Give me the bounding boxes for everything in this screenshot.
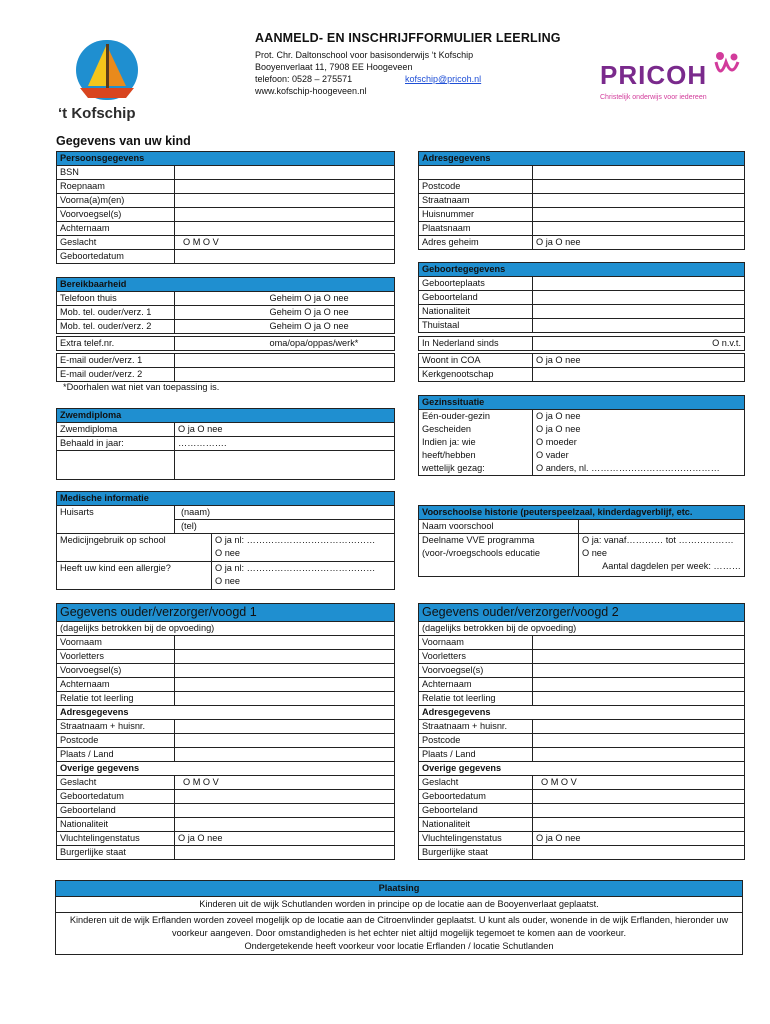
voorschool-header: Voorschoolse historie (peuterspeelzaal, kinderdagverblijf, etc.	[419, 506, 745, 520]
bereikbaarheid-table	[56, 277, 395, 334]
ouder1-table	[56, 603, 395, 860]
adresgegevens-table	[418, 151, 745, 250]
ouder2-postcode-input[interactable]	[533, 734, 745, 748]
ouder1-straat-input[interactable]	[175, 720, 395, 734]
field-label: Voorvoegsel(s)	[419, 664, 533, 678]
field-label: Geboorteland	[419, 291, 533, 305]
vve-ja[interactable]: O ja: vanaf………… tot ………………	[582, 535, 734, 545]
adres-geheim-options[interactable]: O ja O nee	[533, 236, 745, 250]
mob2-input[interactable]	[175, 320, 267, 334]
ouder2-straat-input[interactable]	[533, 720, 745, 734]
plaatsing-line1: Kinderen uit de wijk Schutlanden worden in principe op de locatie aan de Booyenverlaat geplaatst.	[56, 897, 743, 913]
field-label: Voorvoegsel(s)	[57, 664, 175, 678]
ouder1-geslacht-options[interactable]: O M O V	[175, 776, 395, 790]
gescheiden-options[interactable]: O ja O nee	[533, 423, 745, 436]
field-label	[419, 534, 579, 577]
field-label: E-mail ouder/verz. 2	[57, 368, 175, 382]
field-label: Voornaam	[57, 636, 175, 650]
ouder2-vlucht-options[interactable]: O ja O nee	[533, 832, 745, 846]
field-label: Medicijngebruik op school	[57, 534, 212, 562]
ouder1-overige-header: Overige gegevens	[57, 762, 395, 776]
field-label: Huisnummer	[419, 208, 533, 222]
field-label: Telefoon thuis	[57, 292, 175, 306]
field-label: Burgerlijke staat	[419, 846, 533, 860]
kofschip-logo-text: ‘t Kofschip	[58, 105, 136, 122]
kofschip-logo	[58, 36, 157, 122]
ouder1-adres-header: Adresgegevens	[57, 706, 395, 720]
sailboat-icon	[62, 36, 157, 102]
ouder2-nationaliteit-input[interactable]	[533, 818, 745, 832]
ouder2-overige-header: Overige gegevens	[419, 762, 745, 776]
ouder1-voorletters-input[interactable]	[175, 650, 395, 664]
ouder2-voornaam-input[interactable]	[533, 636, 745, 650]
email-table	[56, 353, 395, 382]
field-label: Voorvoegsel(s)	[57, 208, 175, 222]
field-label: Burgerlijke staat	[57, 846, 175, 860]
pricoh-logo-text: PRICOH	[600, 60, 708, 90]
field-label: Achternaam	[419, 678, 533, 692]
field-label: Kerkgenootschap	[419, 368, 533, 382]
huisarts-naam-input[interactable]: (naam)	[175, 506, 395, 520]
field-label: Geboortedatum	[57, 790, 175, 804]
zwemdiploma-header: Zwemdiploma	[57, 409, 395, 423]
field-label: wettelijk gezag:	[419, 462, 533, 476]
field-label: Relatie tot leerling	[419, 692, 533, 706]
ouder1-header: Gegevens ouder/verzorger/voogd 1	[57, 604, 395, 622]
ouder2-header: Gegevens ouder/verzorger/voogd 2	[419, 604, 745, 622]
ouder1-achternaam-input[interactable]	[175, 678, 395, 692]
field-label: Thuistaal	[419, 319, 533, 333]
kerk-input[interactable]	[533, 368, 745, 382]
geboorteland-input[interactable]	[533, 291, 745, 305]
geheim-options[interactable]: Geheim O ja O nee	[267, 306, 395, 320]
field-label: Vluchtelingenstatus	[419, 832, 533, 846]
plaatsnaam-input[interactable]	[533, 222, 745, 236]
ouder2-burgerlijke-staat-input[interactable]	[533, 846, 745, 860]
plaatsing-voorkeur[interactable]: Ondergetekende heeft voorkeur voor locatie Erflanden / locatie Schutlanden	[244, 941, 554, 951]
geslacht-options[interactable]: O M O V	[175, 236, 395, 250]
huisarts-tel-input[interactable]: (tel)	[175, 520, 395, 534]
school-line: Prot. Chr. Daltonschool voor basisonderwijs ‘t Kofschip	[255, 50, 474, 60]
field-label: Relatie tot leerling	[57, 692, 175, 706]
nationaliteit-input[interactable]	[533, 305, 745, 319]
field-label: heeft/hebben	[419, 449, 533, 462]
geboorteplaats-input[interactable]	[533, 277, 745, 291]
email1-input[interactable]	[175, 354, 395, 368]
field-label: Voorletters	[57, 650, 175, 664]
field-label: Geslacht	[57, 236, 175, 250]
huisnummer-input[interactable]	[533, 208, 745, 222]
field-label: Zwemdiploma	[57, 423, 175, 437]
field-label: Mob. tel. ouder/verz. 1	[57, 306, 175, 320]
field-label: Indien ja: wie	[419, 436, 533, 449]
ouder1-geboorteland-input[interactable]	[175, 804, 395, 818]
ouder2-adres-header: Adresgegevens	[419, 706, 745, 720]
field-label: Gescheiden	[419, 423, 533, 436]
ouder2-achternaam-input[interactable]	[533, 678, 745, 692]
field-label: Geboortedatum	[57, 250, 175, 264]
field-label: Achternaam	[57, 678, 175, 692]
medisch-header: Medische informatie	[57, 492, 395, 506]
ouder2-plaats-input[interactable]	[533, 748, 745, 762]
school-phone: telefoon: 0528 – 275571	[255, 74, 353, 84]
geboortedatum-input[interactable]	[175, 250, 395, 264]
section-title: Gegevens van uw kind	[56, 134, 191, 148]
persoonsgegevens-header: Persoonsgegevens	[57, 152, 395, 166]
deelname-label: Deelname VVE programma	[422, 535, 535, 545]
gezag-moeder-option[interactable]: O moeder	[533, 436, 745, 449]
field-label: Postcode	[419, 180, 533, 194]
ouder1-nationaliteit-input[interactable]	[175, 818, 395, 832]
field-label: Nationaliteit	[419, 818, 533, 832]
geheim-options[interactable]: Geheim O ja O nee	[267, 320, 395, 334]
footnote: *Doorhalen wat niet van toepassing is.	[63, 382, 220, 392]
ouder1-voorvoegsel-input[interactable]	[175, 664, 395, 678]
field-label: Mob. tel. ouder/verz. 2	[57, 320, 175, 334]
ouder1-vlucht-options[interactable]: O ja O nee	[175, 832, 395, 846]
voornamen-input[interactable]	[175, 194, 395, 208]
bereikbaarheid-header: Bereikbaarheid	[57, 278, 395, 292]
allergie-ja[interactable]: O ja nl: ……………………………………	[215, 563, 376, 573]
adresgegevens-header: Adresgegevens	[419, 152, 745, 166]
field-label: Plaatsnaam	[419, 222, 533, 236]
achternaam-input[interactable]	[175, 222, 395, 236]
pricoh-tagline: Christelijk onderwijs voor iedereen	[600, 94, 707, 101]
ouder1-plaats-input[interactable]	[175, 748, 395, 762]
field-label: Nationaliteit	[57, 818, 175, 832]
straatnaam-input[interactable]	[533, 194, 745, 208]
roepnaam-input[interactable]	[175, 180, 395, 194]
field-label: Nationaliteit	[419, 305, 533, 319]
medicijn-options[interactable]	[212, 534, 395, 562]
ouder2-table	[418, 603, 745, 860]
extra-telefoon-table	[56, 336, 395, 351]
ouder1-relatie-input[interactable]	[175, 692, 395, 706]
medisch-table	[56, 491, 395, 590]
geboortegegevens-header: Geboortegegevens	[419, 263, 745, 277]
field-label: Heeft uw kind een allergie?	[57, 562, 212, 590]
gezag-vader-option[interactable]: O vader	[533, 449, 745, 462]
field-label: Adres geheim	[419, 236, 533, 250]
field-label: Straatnaam + huisnr.	[57, 720, 175, 734]
field-label: Behaald in jaar:	[57, 437, 175, 451]
field-label: Plaats / Land	[57, 748, 175, 762]
ouder2-geslacht-options[interactable]: O M O V	[533, 776, 745, 790]
eenouder-options[interactable]: O ja O nee	[533, 410, 745, 424]
mob1-input[interactable]	[175, 306, 267, 320]
ouder2-subtitle: (dagelijks betrokken bij de opvoeding)	[419, 622, 745, 636]
field-label: Huisarts	[57, 506, 175, 520]
plaatsing-table	[55, 880, 743, 955]
ouder2-relatie-input[interactable]	[533, 692, 745, 706]
geheim-options[interactable]: Geheim O ja O nee	[267, 292, 395, 306]
field-label: Voorletters	[419, 650, 533, 664]
figure-icon	[706, 50, 746, 80]
field-label: Plaats / Land	[419, 748, 533, 762]
field-label: Voornaam	[419, 636, 533, 650]
field-label: In Nederland sinds	[419, 337, 533, 351]
extra-telefoon-input[interactable]	[175, 337, 267, 351]
vve-nee[interactable]: O nee	[582, 548, 608, 558]
bsn-input[interactable]	[175, 166, 395, 180]
form-title: AANMELD- EN INSCHRIJFFORMULIER LEERLING	[255, 31, 561, 45]
ouder2-voorletters-input[interactable]	[533, 650, 745, 664]
email2-input[interactable]	[175, 368, 395, 382]
voorschool-naam-input[interactable]	[579, 520, 745, 534]
voorschool-table	[418, 505, 745, 577]
field-label: Postcode	[57, 734, 175, 748]
field-label: BSN	[57, 166, 175, 180]
field-label: Vluchtelingenstatus	[57, 832, 175, 846]
field-label: Geslacht	[419, 776, 533, 790]
field-label: Postcode	[419, 734, 533, 748]
zwemdiploma-table	[56, 408, 395, 480]
telefoon-thuis-input[interactable]	[175, 292, 267, 306]
ouder2-geboorteland-input[interactable]	[533, 804, 745, 818]
behaald-jaar-input[interactable]: …………….	[175, 437, 395, 451]
field-label: Extra telef.nr.	[57, 337, 175, 351]
field-label: Geboorteland	[57, 804, 175, 818]
field-label: Geboorteland	[419, 804, 533, 818]
dagdelen-input[interactable]: Aantal dagdelen per week: ………	[602, 561, 741, 571]
field-label: E-mail ouder/verz. 1	[57, 354, 175, 368]
extra-telefoon-relatie[interactable]: oma/opa/oppas/werk*	[267, 337, 395, 351]
allergie-options[interactable]	[212, 562, 395, 590]
geboortegegevens-table	[418, 262, 745, 333]
coa-table	[418, 353, 745, 382]
field-label: Eén-ouder-gezin	[419, 410, 533, 424]
field-label: Woont in COA	[419, 354, 533, 368]
ouder1-voornaam-input[interactable]	[175, 636, 395, 650]
ouder2-voorvoegsel-input[interactable]	[533, 664, 745, 678]
field-label: Geboorteplaats	[419, 277, 533, 291]
medicijn-nee[interactable]: O nee	[215, 548, 241, 558]
coa-options[interactable]: O ja O nee	[533, 354, 745, 368]
allergie-nee[interactable]: O nee	[215, 576, 241, 586]
pricoh-logo	[596, 50, 756, 110]
postcode-input[interactable]	[533, 180, 745, 194]
zwemdiploma-options[interactable]: O ja O nee	[175, 423, 395, 437]
ouder1-subtitle: (dagelijks betrokken bij de opvoeding)	[57, 622, 395, 636]
field-label: Roepnaam	[57, 180, 175, 194]
plaatsing-header: Plaatsing	[56, 881, 743, 897]
thuistaal-input[interactable]	[533, 319, 745, 333]
school-website: www.kofschip-hoogeveen.nl	[255, 86, 367, 96]
school-email-link[interactable]: kofschip@pricoh.nl	[405, 74, 482, 84]
field-label: Voorna(a)m(en)	[57, 194, 175, 208]
ouder1-postcode-input[interactable]	[175, 734, 395, 748]
school-address: Booyenverlaat 11, 7908 EE Hoogeveen	[255, 62, 413, 72]
plaatsing-block	[56, 913, 743, 955]
deelname-sublabel: (voor-/vroegschools educatie	[422, 548, 540, 558]
ouder1-geboortedatum-input[interactable]	[175, 790, 395, 804]
field-label: Achternaam	[57, 222, 175, 236]
gezinssituatie-table	[418, 395, 745, 476]
ouder2-geboortedatum-input[interactable]	[533, 790, 745, 804]
field-label: Naam voorschool	[419, 520, 579, 534]
field-label: Straatnaam	[419, 194, 533, 208]
field-label: Straatnaam + huisnr.	[419, 720, 533, 734]
plaatsing-line2: Kinderen uit de wijk Erflanden worden zoveel mogelijk op de locatie aan de Citroenvlinder geplaatst. U kunt als ouder, wonende in de wijk Erflanden, hieronder uw voorkeur aangeven. Door omstandigheden is het echter niet altijd mogelijk tegemoet te komen aan de voorkeur.	[69, 915, 729, 938]
voorvoegsel-input[interactable]	[175, 208, 395, 222]
gezinssituatie-header: Gezinssituatie	[419, 396, 745, 410]
nl-sinds-table	[418, 336, 745, 351]
nvt-option[interactable]: O n.v.t.	[533, 337, 745, 351]
field-label: Geboortedatum	[419, 790, 533, 804]
persoonsgegevens-table	[56, 151, 395, 264]
gezag-anders-option[interactable]: O anders, nl. ……………………………………	[533, 462, 745, 476]
ouder1-burgerlijke-staat-input[interactable]	[175, 846, 395, 860]
field-label: Geslacht	[57, 776, 175, 790]
vve-options[interactable]	[579, 534, 745, 577]
medicijn-ja[interactable]: O ja nl: ……………………………………	[215, 535, 376, 545]
